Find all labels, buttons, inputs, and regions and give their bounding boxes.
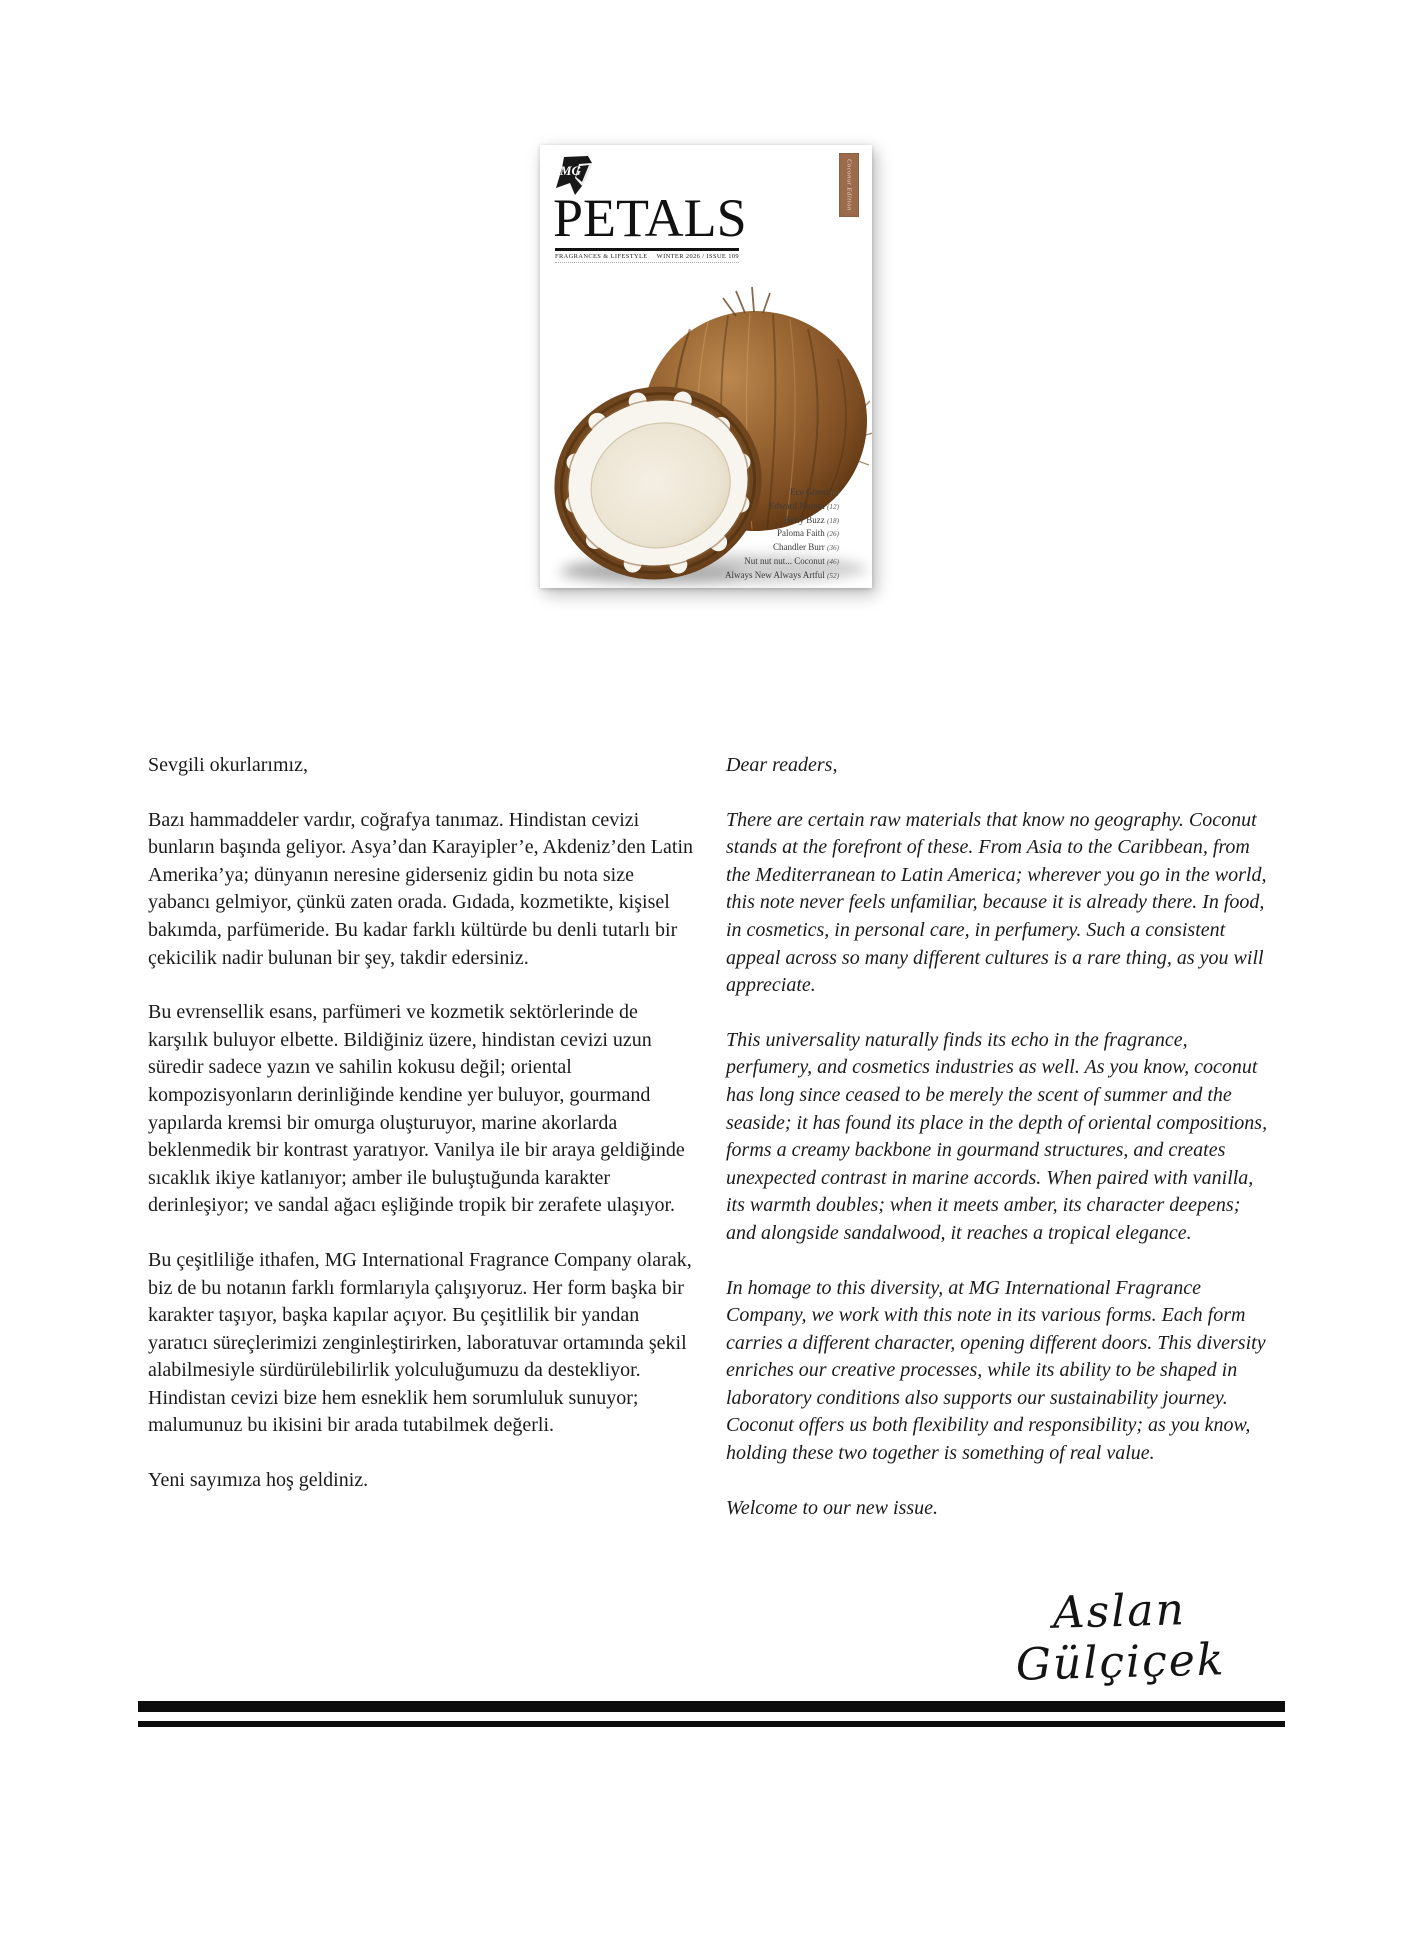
cover-subtitle-left: FRAGRANCES & LIFESTYLE [555, 253, 648, 260]
contents-item-page: (26) [827, 530, 839, 539]
contents-item-page: (36) [827, 544, 839, 553]
contents-item-page: (6) [830, 489, 839, 497]
contents-item-label: Always New Always Artful [725, 569, 825, 580]
contents-item [725, 500, 839, 514]
contents-item [725, 555, 839, 569]
contents-item-page: (52) [827, 571, 839, 580]
letter-english-column [726, 752, 1274, 1549]
contents-item-label: Chandler Burr [773, 542, 825, 553]
paragraph-en-2: This universality naturally finds its echo in the fragrance, perfumery, and cosmetics industries as well. As you know, coconut has long since ceased to be merely the scent of summer and the seaside; it has found its place in the depth of oriental compositions, forms a creamy backbone in gourmand structures, and creates unexpected contrast in marine accords. When paired with vanilla, its warmth doubles; when it meets amber, its character deepens; and alongside sandalwood, it reaches a tropical elegance. [726, 1028, 1268, 1244]
closing-tr: Yeni sayımıza hoş geldiniz. [148, 1469, 369, 1492]
svg-text:MG: MG [560, 163, 581, 178]
cover-subtitle-right: WINTER 2026 / ISSUE 109 [656, 253, 739, 260]
edition-banner: Coconut Edition [839, 153, 859, 217]
bottom-rule-thick [138, 1701, 1285, 1712]
contents-item-label: Ece Gören [790, 487, 829, 497]
contents-item-label: Betty Buzz [784, 514, 825, 525]
contents-item-label: Paloma Faith [777, 528, 825, 539]
bottom-rule-thin [138, 1721, 1285, 1727]
contents-item-label: Nut nut nut... Coconut [744, 555, 825, 566]
contents-item [725, 527, 839, 541]
cover-contents-list [725, 486, 839, 583]
letter-turkish-column [148, 752, 696, 1522]
magazine-cover [540, 145, 872, 588]
paragraph-tr-1: Bazı hammaddeler vardır, coğrafya tanımaz. Hindistan cevizi bunların başında geliyor. Asya’dan Karayipler’e, Akdeniz’den Latin Amerika’ya; dünyanın neresine giderseniz gidin bu nota size yabancı gelmiyor, çünkü zaten orada. Gıdada, kozmetikte, kişisel bakımda, parfümeride. Bu kadar farklı kültürde bu denli tutarlı bir çekicilik nadir bulunan bir şey, takdir edersiniz. [148, 808, 694, 969]
paragraph-tr-2: Bu evrensellik esans, parfümeri ve kozmetik sektörlerinde de karşılık buluyor elbette. Bildiğiniz üzere, hindistan cevizi uzun süredir sadece yazın ve sahilin kokusu değil; oriental kompozisyonların derinliğinde kendine yer buluyor, gourmand yapılarda kremsi bir omurga oluşturuyor, marine akorlarda beklenmedik bir kontrast yaratıyor. Vanilya ile bir araya geldiğinde sıcaklık ikiye katlanıyor; amber ile buluştuğunda karakter derinleşiyor; ve sandal ağacı eşliğinde tropik bir zerafete ulaşıyor. [148, 1001, 685, 1217]
contents-item-page: (46) [827, 557, 839, 566]
contents-item [725, 514, 839, 528]
closing-en: Welcome to our new issue. [726, 1496, 939, 1519]
salutation-en: Dear readers, [726, 754, 838, 776]
paragraph-en-1: There are certain raw materials that know no geography. Coconut stands at the forefront of these. From Asia to the Caribbean, from the Mediterranean to Latin America; wherever you go in the world, this note never feels unfamiliar, because it is already there. In food, in cosmetics, in personal care, in perfumery. Such a consistent appeal across so many different cultures is a rare thing, as you will appreciate. [726, 808, 1267, 997]
contents-item [725, 541, 839, 555]
contents-item-label: Edward Norton [769, 500, 825, 511]
contents-item-page: (18) [827, 516, 839, 525]
contents-item-page: (12) [827, 502, 839, 511]
contents-item [725, 569, 839, 583]
signature: Aslan Gülçiçek [1015, 1584, 1227, 1691]
paragraph-en-3: In homage to this diversity, at MG International Fragrance Company, we work with this note in its various forms. Each form carries a different character, opening different doors. This diversity enriches our creative processes, while its ability to be shaped in laboratory conditions also supports our sustainability journey. Coconut offers us both flexibility and responsibility; as you know, holding these two together is something of real value. [726, 1276, 1266, 1465]
cover-title: PETALS [553, 188, 747, 248]
contents-item [725, 486, 839, 500]
paragraph-tr-3: Bu çeşitliliğe ithafen, MG International Fragrance Company olarak, biz de bu notanın farklı formlarıyla çalışıyoruz. Her form başka bir karakter taşıyor, başka kapılar açıyor. Bu çeşitlilik bir yandan yaratıcı süreçlerimizi zenginleştirirken, laboratuvar ortamında şekil alabilmesiyle sürdürülebilirlik yolculuğumuzu da destekliyor. Hindistan cevizi bize hem esneklik hem sorumluluk sunuyor; malumunuz bu ikisini bir arada tutabilmek değerli. [148, 1248, 692, 1437]
salutation-tr: Sevgili okurlarımız, [148, 754, 308, 776]
